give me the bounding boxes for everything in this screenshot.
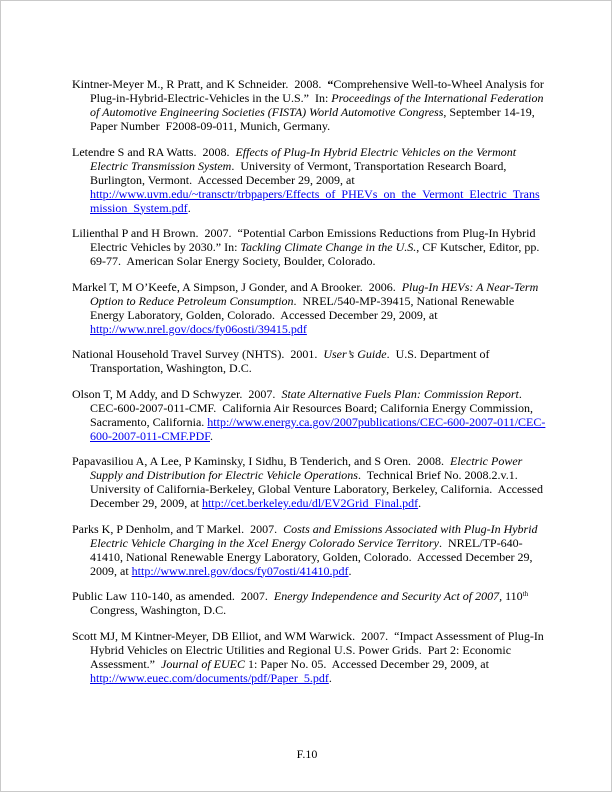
reference-item — [72, 387, 546, 443]
reference-text: . — [348, 563, 352, 578]
reference-text: th — [522, 590, 529, 598]
reference-item — [72, 280, 546, 336]
reference-text: Effects of Plug-In Hybrid Electric Vehicles on the Vermont Electric Transmission System — [90, 144, 520, 173]
reference-text: Public Law 110-140, as amended. 2007. — [72, 589, 274, 603]
reference-item — [72, 454, 546, 510]
reference-text: Olson T, M Addy, and D Schwyzer. 2007. — [72, 386, 282, 401]
reference-item — [72, 589, 546, 617]
reference-text: Papavasiliou A, A Lee, P Kaminsky, I Sidhu, B Tenderich, and S Oren. 2008. — [72, 454, 451, 468]
reference-text: . NREL/TP-640-41410, National Renewable Energy Laboratory, Golden, Colorado. Accessed December 29, 2009, at — [90, 535, 536, 578]
reference-text: . — [187, 200, 191, 215]
reference-text: Lilienthal P and H Brown. 2007. “Potential Carbon Emissions Reductions from Plug-In Hybrid Electric Vehicles by 2030.” In: — [72, 226, 539, 254]
reference-text: User’s Guide — [323, 347, 387, 361]
reference-text: 110 — [502, 589, 523, 603]
reference-url-link[interactable]: http://cet.berkeley.edu/dl/EV2Grid_Final.pdf — [201, 496, 419, 510]
reference-text: Electric Power Supply and Distribution for Electric Vehicle Operations — [90, 454, 526, 482]
page-number: F.10 — [296, 747, 318, 761]
reference-text: . — [209, 428, 213, 443]
reference-text: “ — [327, 77, 334, 91]
reference-text: Scott MJ, M Kintner-Meyer, DB Elliot, and WM Warwick. 2007. “Impact Assessment of Plug-In Hybrid Vehicles on Electric Utilities and Regional U.S. Power Grids. Part 2: Economic Assessment.” — [72, 628, 547, 671]
reference-text: . CEC-600-2007-011-CMF. California Air Resources Board; California Energy Commission, Sacramento, California. — [90, 386, 536, 429]
reference-item — [72, 226, 546, 268]
reference-url-link[interactable]: http://www.euec.com/documents/pdf/Paper_5.pdf — [90, 670, 329, 685]
reference-item — [72, 347, 546, 375]
reference-text: Congress, Washington, D.C. — [90, 589, 532, 617]
reference-text: Letendre S and RA Watts. 2008. — [72, 144, 236, 159]
references-list — [72, 77, 546, 696]
reference-text: Plug-In HEVs: A Near-Term Option to Reduce Petroleum Consumption — [90, 279, 542, 308]
reference-text: . — [328, 670, 332, 685]
reference-url-link[interactable]: http://www.energy.ca.gov/2007publications/CEC-600-2007-011/CEC-600-2007-011-CMF.PDF — [90, 414, 546, 443]
reference-text: . — [418, 496, 422, 510]
reference-text: State Alternative Fuels Plan: Commission Report — [281, 386, 519, 401]
reference-text: Tackling Climate Change in the U.S. — [240, 240, 417, 254]
reference-item — [72, 629, 546, 685]
reference-url-link[interactable]: http://www.nrel.gov/docs/fy07osti/41410.pdf — [131, 563, 349, 578]
reference-text: Journal of EUEC — [161, 656, 245, 671]
reference-text: . U.S. Department of Transportation, Washington, D.C. — [90, 347, 493, 375]
reference-url-link[interactable]: http://www.nrel.gov/docs/fy06osti/39415.pdf — [90, 321, 307, 336]
reference-text: , September 14-19, Paper Number F2008-09-011, Munich, Germany. — [90, 105, 538, 133]
reference-text: Parks K, P Denholm, and T Markel. 2007. — [72, 521, 284, 536]
reference-text: National Household Travel Survey (NHTS). 2001. — [72, 347, 324, 361]
reference-text: Markel T, M O’Keefe, A Simpson, J Gonder, and A Brooker. 2006. — [72, 279, 402, 294]
reference-item — [72, 522, 546, 578]
reference-text: 1: Paper No. 05. Accessed December 29, 2009, at — [245, 656, 492, 671]
reference-url-link[interactable]: http://www.uvm.edu/~transctr/trbpapers/Effects_of_PHEVs_on_the_Vermont_Electric_Transmission_System.pdf — [90, 186, 540, 215]
reference-text: Kintner-Meyer M., R Pratt, and K Schneider. 2008. — [72, 77, 328, 91]
reference-text: Proceedings of the International Federation of Automotive Engineering Societies (FISTA) World Automotive Congress — [90, 91, 547, 119]
reference-item — [72, 145, 546, 215]
reference-text: . University of Vermont, Transportation Research Board, Burlington, Vermont. Accessed December 29, 2009, at — [90, 158, 510, 187]
reference-text: . Technical Brief No. 2008.2.v.1. University of California-Berkeley, Global Venture Laboratory, Berkeley, California. Accessed December 29, 2009, at — [90, 468, 546, 510]
reference-text: Energy Independence and Security Act of 2007, — [273, 589, 503, 603]
reference-text: . NREL/540-MP-39415, National Renewable Energy Laboratory, Golden, Colorado. Accessed December 29, 2009, at — [90, 293, 518, 322]
reference-text: , CF Kutscher, Editor, pp. 69-77. American Solar Energy Society, Boulder, Colorado. — [90, 240, 543, 268]
reference-text: Costs and Emissions Associated with Plug-In Hybrid Electric Vehicle Charging in the Xcel Energy Colorado Service Territory — [90, 521, 541, 550]
reference-item — [72, 77, 546, 133]
reference-text: Comprehensive Well-to-Wheel Analysis for Plug-in-Hybrid-Electric-Vehicles in the U.S.” In: — [90, 77, 547, 105]
